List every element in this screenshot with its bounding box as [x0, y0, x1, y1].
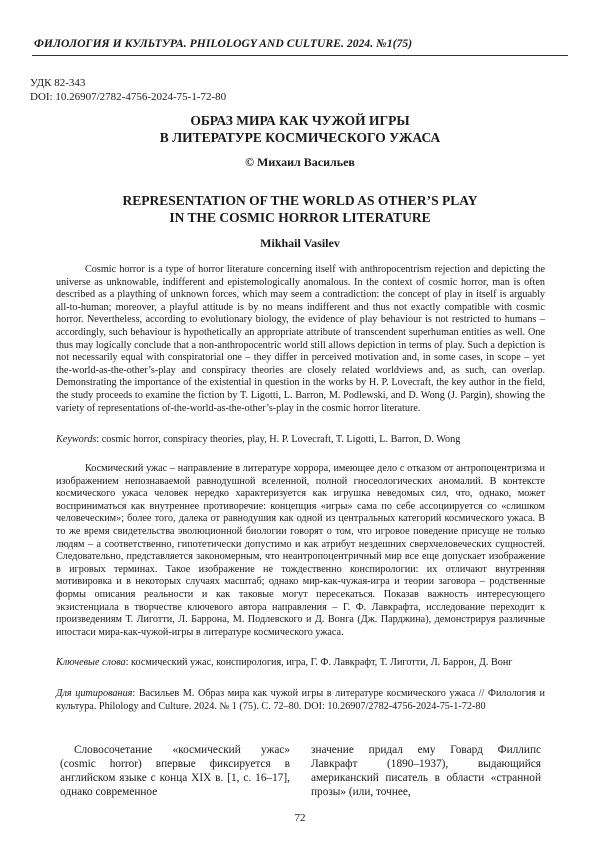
abstract-english: Cosmic horror is a type of horror literature concerning itself with anthropocentrism rejection and depicting the universe as unknowable, indifferent and epistemologically anomalous. In the context of cosmic horror, man is often described as a plaything of unknown forces, which may seem a contradiction: the concept of play in itself is arguably all-to-human; moreover, a playful attitude is by no means indifferent and thus not exactly compatible with cosmic horror. Nevertheless, according to evolutionary biology, the evidence of play behaviour is not restricted to humans – accordingly, such behaviour is hypothetically an appropriate attribute of transcendent superhuman entities as well. One thus may logically conclude that a non-anthropocentric world still allows depiction in terms of play. Such a depiction is not necessarily equal with conspiratorial one – they differ in perceived motivation and, in some cases, in scope – yet the-world-as-the-other’s-play and conspiracy theories are closely related worldviews and, as such, can overlap. Demonstrating the importance of the existential in question in the works by H. P. Lovecraft, the key author in the field, the study proceeds to examine the fiction by T. Ligotti, L. Barron, M. Podlewski, and D. Wong (J. Pargin), showing the variety of representations of-the-world-as-the-other’s-play in the cosmic horror literature.: [56, 264, 545, 414]
keywords-russian: [56, 657, 545, 670]
citation: [56, 688, 545, 713]
page-number: 72: [294, 812, 306, 824]
keywords-russian-label: Ключевые слова: [56, 657, 126, 668]
article-meta: [30, 77, 226, 104]
title-english: [0, 193, 600, 226]
keywords-russian-text: : космический ужас, конспирология, игра, Г. Ф. Лавкрафт, Т. Лиготти, Л. Баррон, Д. Вонг: [125, 657, 513, 668]
citation-label: Для цитирования: [56, 688, 133, 699]
citation-text: : Васильев М. Образ мира как чужой игры в литературе космического ужаса // Филология и культура. Philology and Culture. 2024. № 1 (75). С. 72–80. DOI: 10.26907/2782-4756-2024-75-1-72-80: [56, 688, 545, 712]
keywords-english-text: : cosmic horror, conspiracy theories, play, H. P. Lovecraft, T. Ligotti, L. Barron, D. Wong: [96, 434, 461, 445]
title-russian: [0, 113, 600, 146]
author-english: Mikhail Vasilev: [260, 236, 340, 250]
body-column-left: Словосочетание «космический ужас» (cosmic horror) впервые фиксируется в английском языке с конца XIX в. [1, с. 16–17], однако современное: [60, 744, 290, 798]
running-head: ФИЛОЛОГИЯ И КУЛЬТУРА. PHILOLOGY AND CULTURE. 2024. №1(75): [34, 37, 413, 50]
title-russian-line1: ОБРАЗ МИРА КАК ЧУЖОЙ ИГРЫ: [190, 113, 410, 128]
author-russian: © Михаил Васильев: [245, 155, 355, 169]
title-english-line2: IN THE COSMIC HORROR LITERATURE: [169, 209, 431, 225]
doi: DOI: 10.26907/2782-4756-2024-75-1-72-80: [30, 90, 227, 103]
body-column-right: значение придал ему Говард Филлипс Лавкрафт (1890–1937), выдающийся американский писатель в области «странной прозы» (или, точнее,: [311, 744, 541, 798]
title-english-line1: REPRESENTATION OF THE WORLD AS OTHER’S PLAY: [122, 193, 478, 208]
header-rule: [32, 55, 568, 56]
udk-code: УДК 82-343: [30, 77, 86, 89]
keywords-english: [56, 434, 545, 447]
abstract-russian: Космический ужас – направление в литературе хоррора, имеющее дело с отказом от антропоцентризма и изображением непознаваемой равнодушной вселенной, полной гносеологических аномалий. В контексте космического ужаса человек нередко характеризуется как игрушка неведомых сил, что, однако, может восприниматься как внутреннее противоречие: концепция «игры» сама по себе ассоциируется со «слишком человеческим»; более того, далека от равнодушия как одной из центральных категорий космического ужаса. В то же время свидетельства эволюционной биологии говорят о том, что игровое поведение присуще не только людям – а соответственно, гипотетически допустимо и как атрибут нездешних сверхчеловеческих сущностей. Следовательно, представляется закономерным, что неантропоцентричный мир все еще допускает изображение в игровых терминах. Такое изображение не тождественно конспирологии: их отличают внутренняя мотивировка и в некоторых случаях масштаб; однако мир-как-чужая-игра и теории заговора – родственные формы описания реальности и как таковые могут пересекаться. Показав важность интересующего экзистенциала в творчестве ключевого автора направления – Г. Ф. Лавкрафта, исследование переходит к произведениям Т. Лиготти, Л. Баррона, М. Подлевского и Д. Вонга (Дж. Парджина), демонстрируя различные ипостаси мира-как-чужой-игры в литературе космического ужаса.: [56, 463, 545, 638]
keywords-english-label: Keywords: [56, 434, 97, 445]
title-russian-line2: В ЛИТЕРАТУРЕ КОСМИЧЕСКОГО УЖАСА: [159, 129, 441, 145]
